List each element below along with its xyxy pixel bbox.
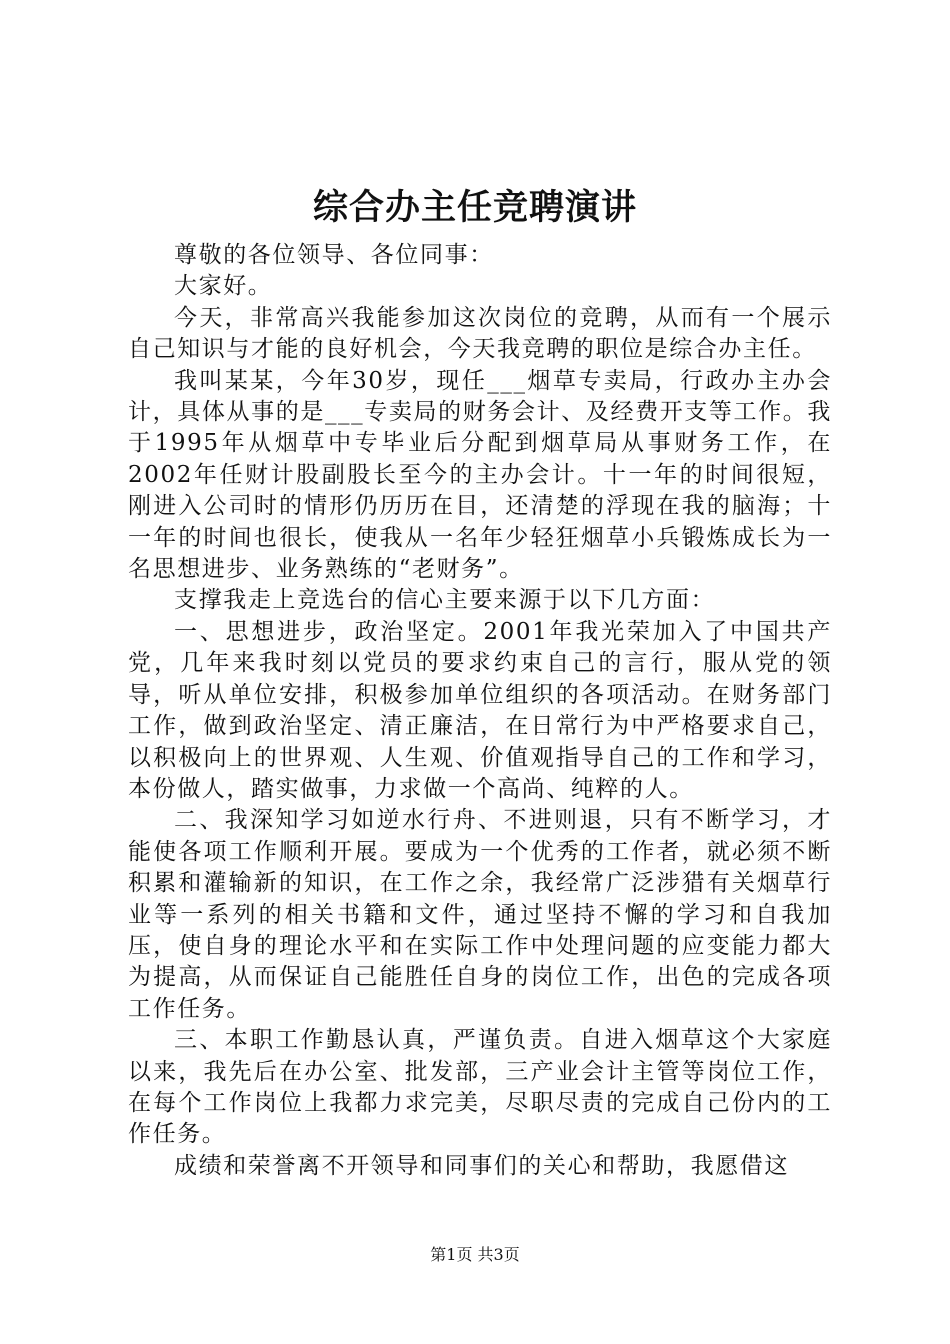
paragraph-closing: 成绩和荣誉离不开领导和同事们的关心和帮助，我愿借这 [174, 1152, 789, 1179]
paragraph-greeting: 大家好。 [174, 273, 273, 300]
page-number: 第1页 共3页 [430, 1245, 520, 1264]
paragraph-intro: 今天，非常高兴我能参加这次岗位的竞聘，从而有一个展示自己知识与才能的良好机会，今天我竞聘的职位是综合办主任。 [128, 304, 832, 363]
paragraph-background: 我叫某某，今年30岁，现任___烟草专卖局，行政办主办会计，具体从事的是___专卖局的财务会计、及经费开支等工作。我于1995年从烟草中专毕业后分配到烟草局从事财务工作，在2002年任财计股副股长至今的主办会计。十一年的时间很短，刚进入公司时的情形仍历历在目，还清楚的浮现在我的脑海；十一年的时间也很长，使我从一名年少轻狂烟草小兵锻炼成长为一名思想进步、业务熟练的“老财务”。 [128, 367, 832, 583]
document-title: 综合办主任竞聘演讲 [312, 187, 637, 228]
paragraph-point-three: 三、本职工作勤恳认真，严谨负责。自进入烟草这个大家庭以来，我先后在办公室、批发部，三产业会计主管等岗位工作，在每个工作岗位上我都力求完美，尽职尽责的完成自己份内的工作任务。 [128, 1027, 832, 1148]
paragraph-salutation: 尊敬的各位领导、各位同事： [174, 242, 494, 268]
paragraph-confidence: 支撑我走上竞选台的信心主要来源于以下几方面： [174, 587, 716, 614]
paragraph-point-two: 二、我深知学习如逆水行舟、不进则退，只有不断学习，才能使各项工作顺利开展。要成为一个优秀的工作者，就必须不断积累和灌输新的知识，在工作之余，我经常广泛涉猎有关烟草行业等一系列的相关书籍和文件，通过坚持不懈的学习和自我加压，使自身的理论水平和在实际工作中处理问题的应变能力都大为提高，从而保证自己能胜任自身的岗位工作，出色的完成各项工作任务。 [128, 807, 832, 1022]
document-body [128, 240, 832, 1182]
paragraph-point-one: 一、思想进步，政治坚定。2001年我光荣加入了中国共产党，几年来我时刻以党员的要求约束自己的言行，服从党的领导，听从单位安排，积极参加单位组织的各项活动。在财务部门工作，做到政治坚定、清正廉洁，在日常行为中严格要求自己，以积极向上的世界观、人生观、价值观指导自己的工作和学习，本份做人，踏实做事，力求做一个高尚、纯粹的人。 [128, 618, 832, 802]
